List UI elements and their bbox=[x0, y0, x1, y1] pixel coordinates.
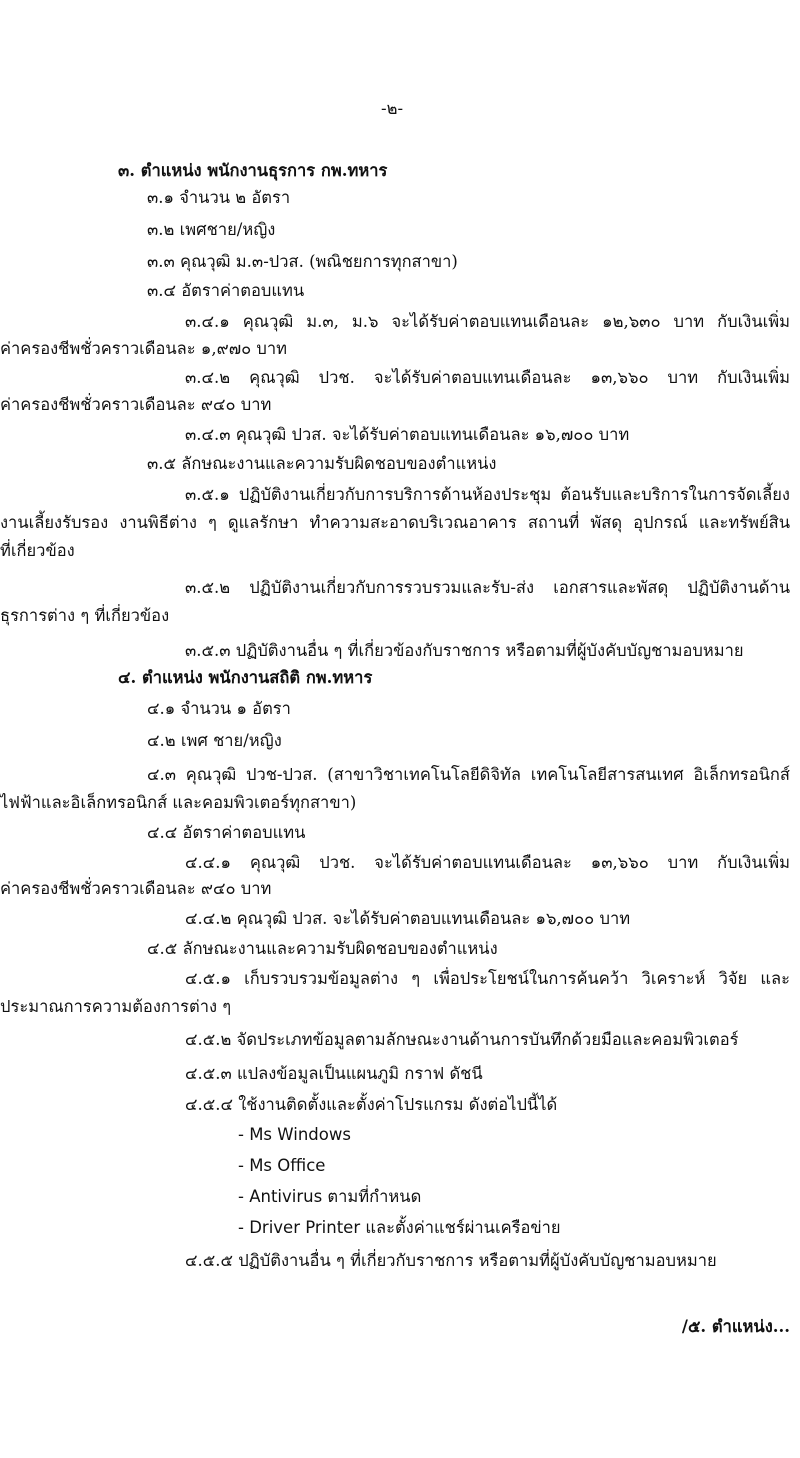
section-3-pay-1-line-2: ค่าครองชีพชั่วคราวเดือนละ ๑,๙๗๐ บาท bbox=[0, 339, 288, 358]
section-4-duty-5: ๔.๕.๕ ปฏิบัติงานอื่น ๆ ที่เกี่ยวกับราชการ หรือตามที่ผู้บังคับบัญชามอบหมาย bbox=[185, 1251, 717, 1270]
section-3-pay-2-line-2: ค่าครองชีพชั่วคราวเดือนละ ๙๔๐ บาท bbox=[0, 395, 272, 414]
section-3-sex: ๓.๒ เพศชาย/หญิง bbox=[147, 220, 276, 239]
section-4-heading: ๔. ตำแหน่ง พนักงานสถิติ กพ.ทหาร bbox=[118, 668, 373, 687]
section-3-duty-3: ๓.๕.๓ ปฏิบัติงานอื่น ๆ ที่เกี่ยวข้องกับราชการ หรือตามที่ผู้บังคับบัญชามอบหมาย bbox=[185, 641, 744, 660]
section-3-duty-2-line-2: ธุรการต่าง ๆ ที่เกี่ยวข้อง bbox=[0, 606, 170, 625]
section-3-qualification: ๓.๓ คุณวุฒิ ม.๓-ปวส. (พณิชยการทุกสาขา) bbox=[147, 252, 458, 271]
section-4-pay-heading: ๔.๔ อัตราค่าตอบแทน bbox=[147, 823, 306, 842]
section-3-duty-1-line-2: งานเลี้ยงรับรอง งานพิธีต่าง ๆ ดูแลรักษา ทำความสะอาดบริเวณอาคาร สถานที่ พัสดุ อุปกรณ์ และทรัพย์สิน bbox=[0, 513, 790, 532]
section-4-pay-1-line-2: ค่าครองชีพชั่วคราวเดือนละ ๙๔๐ บาท bbox=[0, 879, 272, 898]
section-4-count: ๔.๑ จำนวน ๑ อัตรา bbox=[147, 699, 291, 718]
section-3-duty-1-line-1: ๓.๕.๑ ปฏิบัติงานเกี่ยวกับการบริการด้านห้องประชุม ต้อนรับและบริการในการจัดเลี้ยง bbox=[185, 485, 790, 504]
section-4-pay-1-line-1: ๔.๔.๑ คุณวุฒิ ปวช. จะได้รับค่าตอบแทนเดือนละ ๑๓,๖๖๐ บาท กับเงินเพิ่ม bbox=[185, 853, 790, 872]
section-3-duty-heading: ๓.๕ ลักษณะงานและความรับผิดชอบของตำแหน่ง bbox=[147, 454, 497, 473]
section-3-pay-2-line-1: ๓.๔.๒ คุณวุฒิ ปวช. จะได้รับค่าตอบแทนเดือนละ ๑๓,๖๖๐ บาท กับเงินเพิ่ม bbox=[185, 368, 790, 387]
section-3-duty-2-line-1: ๓.๕.๒ ปฏิบัติงานเกี่ยวกับการรวบรวมและรับ-ส่ง เอกสารและพัสดุ ปฏิบัติงานด้าน bbox=[185, 578, 790, 597]
section-4-duty-1-line-2: ประมาณการความต้องการต่าง ๆ bbox=[0, 997, 232, 1016]
page-number: -๒- bbox=[381, 99, 404, 118]
program-list-item: - Ms Office bbox=[238, 1156, 326, 1175]
program-list-item: - Antivirus ตามที่กำหนด bbox=[238, 1187, 422, 1206]
program-list-item: - Ms Windows bbox=[238, 1125, 351, 1144]
section-3-pay-3: ๓.๔.๓ คุณวุฒิ ปวส. จะได้รับค่าตอบแทนเดือนละ ๑๖,๗๐๐ บาท bbox=[185, 425, 630, 444]
continuation-marker: /๕. ตำแหน่ง... bbox=[681, 1317, 790, 1336]
section-4-duty-1-line-1: ๔.๕.๑ เก็บรวบรวมข้อมูลต่าง ๆ เพื่อประโยชน์ในการค้นคว้า วิเคราะห์ วิจัย และ bbox=[185, 969, 790, 988]
section-4-qualification-line-1: ๔.๓ คุณวุฒิ ปวช-ปวส. (สาขาวิชาเทคโนโลยีดิจิทัล เทคโนโลยีสารสนเทศ อิเล็กทรอนิกส์ bbox=[147, 765, 790, 784]
section-3-pay-1-line-1: ๓.๔.๑ คุณวุฒิ ม.๓, ม.๖ จะได้รับค่าตอบแทนเดือนละ ๑๒,๖๓๐ บาท กับเงินเพิ่ม bbox=[185, 312, 790, 331]
section-4-sex: ๔.๒ เพศ ชาย/หญิง bbox=[147, 731, 282, 750]
section-3-heading: ๓. ตำแหน่ง พนักงานธุรการ กพ.ทหาร bbox=[118, 161, 388, 180]
section-3-duty-1-line-3: ที่เกี่ยวข้อง bbox=[0, 541, 75, 560]
section-4-duty-2: ๔.๕.๒ จัดประเภทข้อมูลตามลักษณะงานด้านการบันทึกด้วยมือและคอมพิวเตอร์ bbox=[185, 1030, 739, 1049]
section-3-count: ๓.๑ จำนวน ๒ อัตรา bbox=[147, 188, 291, 207]
section-4-duty-3: ๔.๕.๓ แปลงข้อมูลเป็นแผนภูมิ กราฟ ดัชนี bbox=[185, 1064, 483, 1083]
section-4-pay-2: ๔.๔.๒ คุณวุฒิ ปวส. จะได้รับค่าตอบแทนเดือนละ ๑๖,๗๐๐ บาท bbox=[185, 909, 631, 928]
section-3-pay-heading: ๓.๔ อัตราค่าตอบแทน bbox=[147, 281, 305, 300]
section-4-duty-heading: ๔.๕ ลักษณะงานและความรับผิดชอบของตำแหน่ง bbox=[147, 939, 498, 958]
section-4-duty-4: ๔.๕.๔ ใช้งานติดตั้งและตั้งค่าโปรแกรม ดังต่อไปนี้ได้ bbox=[185, 1095, 558, 1114]
section-4-qualification-line-2: ไฟฟ้าและอิเล็กทรอนิกส์ และคอมพิวเตอร์ทุกสาขา) bbox=[0, 793, 357, 812]
program-list-item: - Driver Printer และตั้งค่าแชร์ผ่านเครือข่าย bbox=[238, 1218, 561, 1237]
